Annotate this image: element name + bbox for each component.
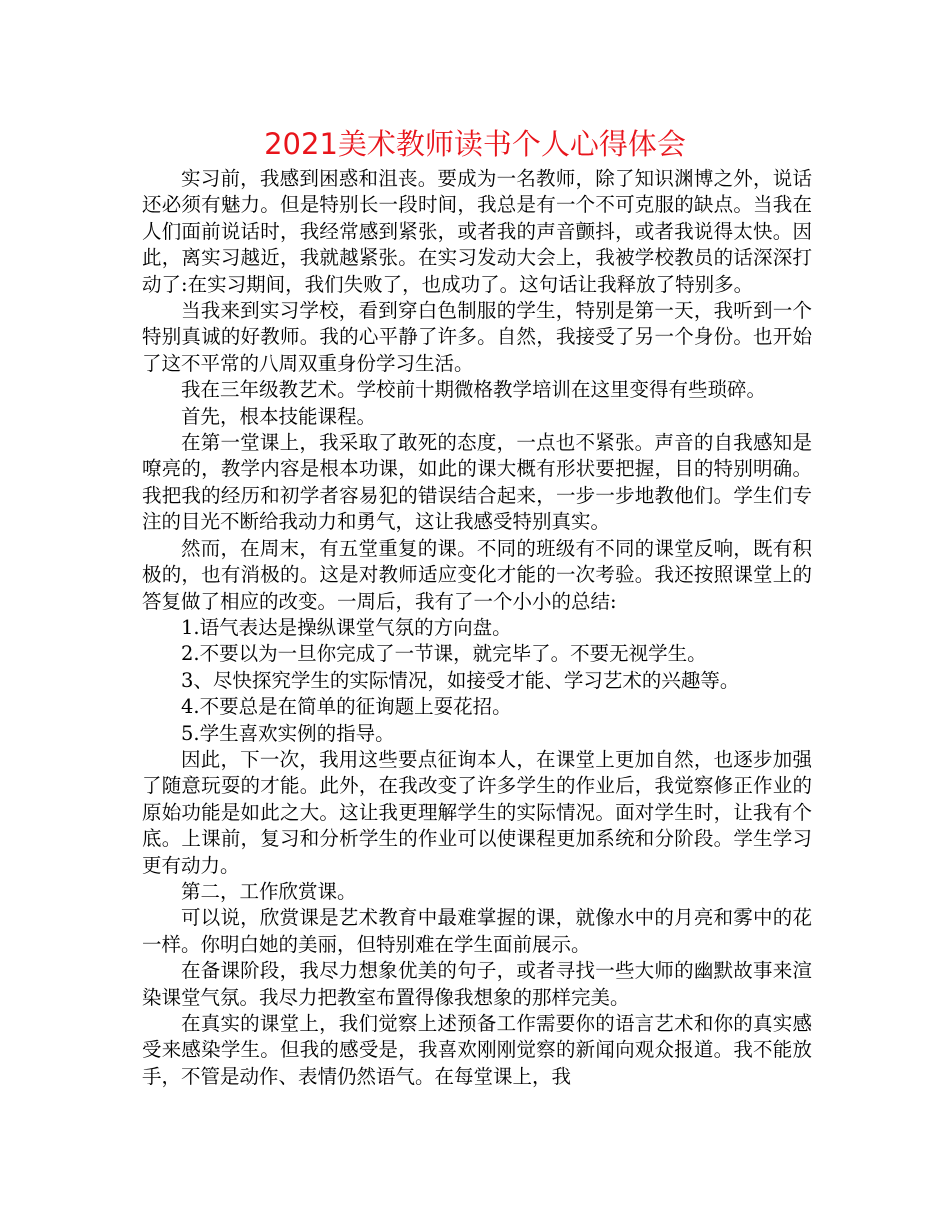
document-body [142, 166, 812, 1090]
paragraph-6: 然而，在周末，有五堂重复的课。不同的班级有不同的课堂反响，既有积极的，也有消极的。这是对教师适应变化才能的一次考验。我还按照课堂上的答复做了相应的改变。一周后，我有了一个小小的总结: [142, 536, 812, 613]
list-item-3: 3、尽快探究学生的实际情况，如接受才能、学习艺术的兴趣等。 [181, 668, 740, 692]
paragraph-2: 当我来到实习学校，看到穿白色制服的学生，特别是第一天，我听到一个特别真诚的好教师。我的心平静了许多。自然，我接受了另一个身份。也开始了这不平常的八周双重身份学习生活。 [142, 299, 812, 375]
paragraph-10: 在备课阶段，我尽力想象优美的句子，或者寻找一些大师的幽默故事来渲染课堂气氛。我尽力把教室布置得像我想象的那样完美。 [142, 959, 812, 1009]
list-item-5: 5.学生喜欢实例的指导。 [181, 721, 395, 745]
paragraph-3: 我在三年级教艺术。学校前十期微格教学培训在这里变得有些琐碎。 [181, 378, 767, 402]
paragraph-7: 因此，下一次，我用这些要点征询本人，在课堂上更加自然，也逐步加强了随意玩耍的才能。此外，在我改变了许多学生的作业后，我觉察修正作业的原始功能是如此之大。这让我更理解学生的实际情况。面对学生时，让我有个底。上课前，复习和分析学生的作业可以使课程更加系统和分阶段。学生学习更有动力。 [142, 747, 812, 877]
document-title: 2021美术教师读书个人心得体会 [264, 127, 686, 161]
list-item-4: 4.不要总是在简单的征询题上耍花招。 [181, 695, 512, 719]
paragraph-4: 首先，根本技能课程。 [181, 404, 377, 428]
paragraph-8: 第二，工作欣赏课。 [181, 879, 357, 903]
paragraph-5: 在第一堂课上，我采取了敢死的态度，一点也不紧张。声音的自我感知是嘹亮的，教学内容是根本功课，如此的课大概有形状要把握，目的特别明确。我把我的经历和初学者容易犯的错误结合起来，一步一步地教他们。学生们专注的目光不断给我动力和勇气，这让我感受特别真实。 [142, 431, 812, 534]
list-item-1: 1.语气表达是操纵课堂气氛的方向盘。 [181, 615, 512, 639]
paragraph-9: 可以说，欣赏课是艺术教育中最难掌握的课，就像水中的月亮和雾中的花一样。你明白她的美丽，但特别难在学生面前展示。 [142, 906, 812, 956]
paragraph-1: 实习前，我感到困惑和沮丧。要成为一名教师，除了知识渊博之外，说话还必须有魅力。但是特别长一段时间，我总是有一个不可克服的缺点。当我在人们面前说话时，我经常感到紧张，或者我的声音颤抖，或者我说得太快。因此，离实习越近，我就越紧张。在实习发动大会上，我被学校教员的话深深打动了:在实习期间，我们失败了，也成功了。这句话让我释放了特别多。 [142, 167, 812, 296]
paragraph-11: 在真实的课堂上，我们觉察上述预备工作需要你的语言艺术和你的真实感受来感染学生。但我的感受是，我喜欢刚刚觉察的新闻向观众报道。我不能放手，不管是动作、表情仍然语气。在每堂课上，我 [142, 1012, 812, 1088]
list-item-2: 2.不要以为一旦你完成了一节课，就完毕了。不要无视学生。 [181, 642, 707, 666]
